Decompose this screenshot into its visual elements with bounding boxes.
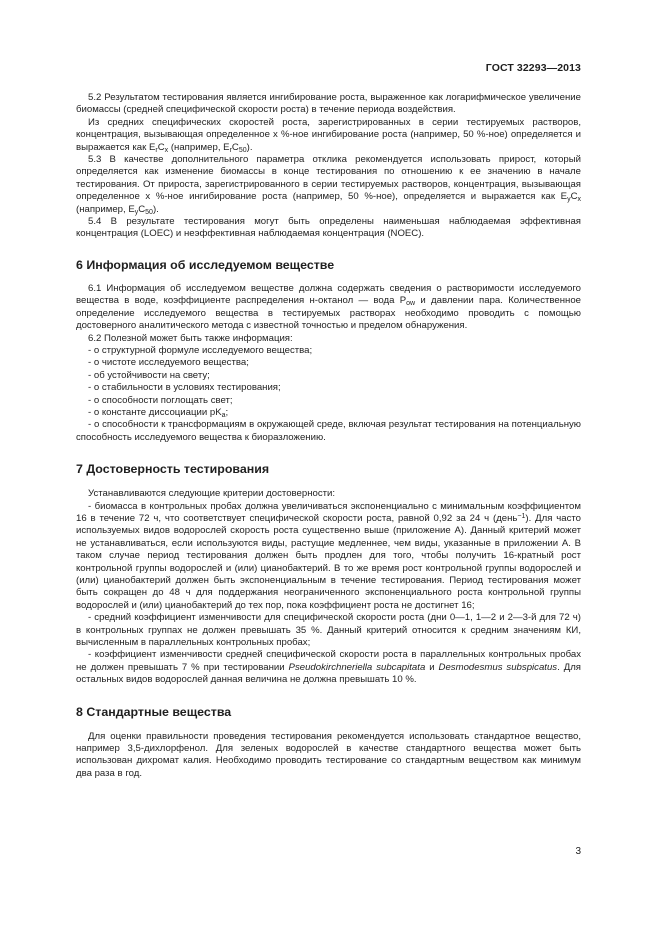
paragraph-5-3: 5.3 В качестве дополнительного параметра отклика рекомендуется использовать прирост, который определяется как изменение биомассы в конце тестирования по отношению к ее значению в начале тестирования. От прироста, зарегистрированного в серии тестируемых растворов, концентрация, вызывающая определенное x %-ное ингибирование роста (например, 50 %-ное), определяется и выражается как $E_yC_x$ (например, $E_yC_{50}$). [76,154,581,216]
paragraph-5-2: 5.2 Результатом тестирования является ингибирование роста, выраженное как логарифмическое увеличение биомассы (средней специфической скорости роста) в течение периода воздействия. [76,92,581,116]
criterion-variation-control: - средний коэффициент изменчивости для специфической скорости роста (дни 0—1, 1—2 и 2—3-й для 72 ч) в контрольных группах не должен превышать 35 %. Данный критерий относится к средним значениям КИ, вычисленным в параллельных контрольных пробах; [76,612,581,649]
list-item: - о чистоте исследуемого вещества; [88,357,249,369]
list-item: - об устойчивости на свету; [88,369,210,381]
page-header-standard: ГОСТ 32293—2013 [485,62,581,74]
paragraph-5-2-concentration: Из средних специфических скоростей роста, зарегистрированных в серии тестируемых растворов, концентрация, вызывающая определенное x %-ное ингибирование роста (например, 50 %-ное) определяется и выражается как $E_rC_x$ (например, $E_rC_{50}$). [76,116,581,154]
list-item: - о стабильности в условиях тестирования; [88,382,281,394]
list-item: - о константе диссоциации $pK_a$; [88,406,229,419]
paragraph-7-intro: Устанавливаются следующие критерии достоверности: [88,488,336,500]
document-body [76,92,581,780]
criterion-variation-parallel: - коэффициент изменчивости средней специфической скорости роста в параллельных контрольных пробах не должен превышать 7 % при тестировании Pseudokirchneriella subcapitata и Desmodesmus subspicatus. Для остальных видов водорослей данная величина не должна превышать 10 %. [76,649,581,686]
section-7-heading: 7 Достоверность тестирования [76,462,270,477]
paragraph-6-2: 6.2 Полезной может быть также информация: [88,332,293,344]
list-item: - о способности к трансформациям в окружающей среде, включая результат тестирования на потенциальную способность исследуемого вещества к биоразложению. [76,419,581,443]
list-item: - о способности поглощать свет; [88,394,233,406]
list-item: - о структурной формуле исследуемого вещества; [88,344,313,356]
page-number: 3 [575,846,581,857]
section-6-heading: 6 Информация об исследуемом веществе [76,257,335,272]
criterion-biomass: - биомасса в контрольных пробах должна увеличиваться экспоненциально с минимальным коэффициентом 16 в течение 72 ч, что соответствует специфической скорости роста, равной 0,92 за 24 ч (день$^{-1}$). Для часто используемых видов водорослей скорость роста существенно выше (приложение А). Данный критерий может не устанавливаться, если используются виды, растущие медленнее, чем виды, указанные в приложении А. В таком случае период тестирования должен быть продлен для того, чтобы получить 16-кратный рост контрольной группы водорослей и (или) цианобактерий. В то же время рост контрольной группы водорослей и (или) цианобактерий должен быть экспоненциальным в течение тестирования. Период тестирования может быть сокращен до 48 ч для поддержания неограниченного экспоненциального роста контрольной группы водорослей и (или) цианобактерий до тех пор, пока коэффициент роста не достигнет 16; [76,500,581,611]
paragraph-8: Для оценки правильности проведения тестирования рекомендуется использовать стандартное вещество, например 3,5-дихлорфенол. Для зеленых водорослей в качестве стандартного вещества может быть использован дихромат калия. Необходимо проводить тестирование со стандартным веществом как минимум два раза в год. [76,730,581,779]
paragraph-5-4: 5.4 В результате тестирования могут быть определены наименьшая наблюдаемая эффективная концентрация (LOEC) и неэффективная наблюдаемая концентрация (NOEC). [76,216,581,240]
paragraph-6-1: 6.1 Информация об исследуемом веществе должна содержать сведения о растворимости исследуемого вещества в воде, коэффициенте распределения н-октанол — вода $P_{ow}$ и давлении пара. Количественное определение исследуемого вещества в тестируемых растворах необходимо проводить с помощью достоверного аналитического метода с известной точностью и пределом обнаружения. [76,282,581,332]
section-8-heading: 8 Стандартные вещества [76,704,232,719]
